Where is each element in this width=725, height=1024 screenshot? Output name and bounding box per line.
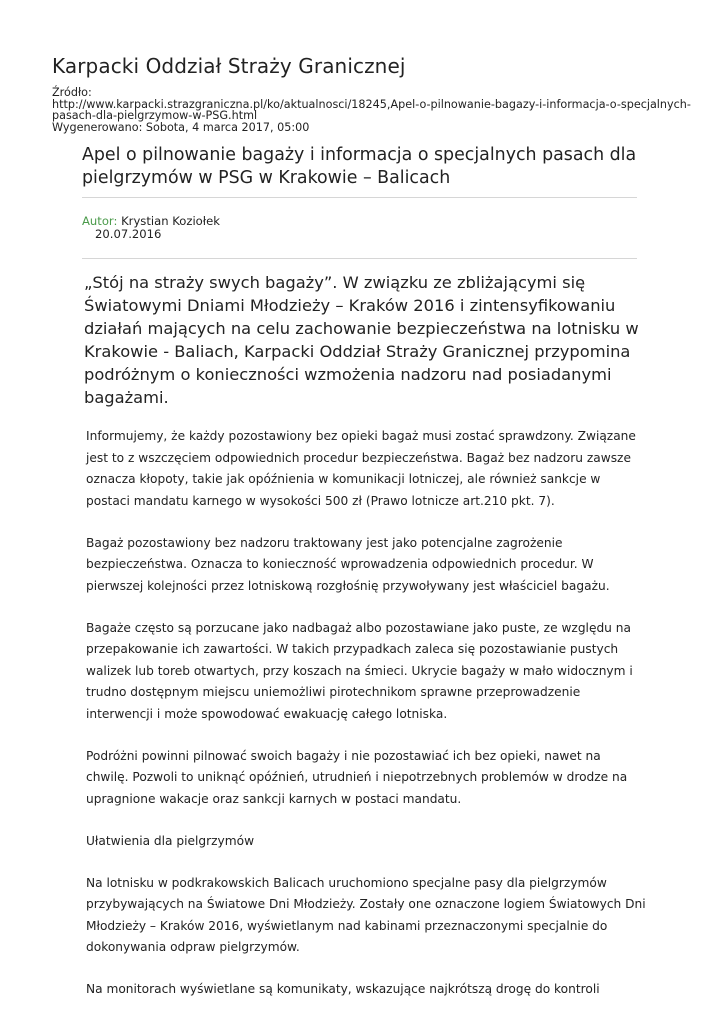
article-date: 20.07.2016 — [95, 227, 162, 241]
source-url-line-1[interactable]: http://www.karpacki.strazgraniczna.pl/ko/aktualnosci/18245,Apel-o-pilnowanie-bagazy-i-informacja-o-specjalnych- — [52, 97, 691, 111]
site-title: Karpacki Oddział Straży Granicznej — [52, 54, 406, 78]
author-name: Krystian Koziołek — [121, 214, 220, 228]
body-paragraph: Bagaż pozostawiony bez nadzoru traktowany jest jako potencjalne zagrożenie bezpieczeństwa. Oznacza to konieczność wprowadzenia odpowiednich procedur. W pierwszej kolejności przez lotniskową rozgłośnię przywoływany jest właściciel bagażu. — [86, 535, 610, 593]
body-paragraph: Bagaże często są porzucane jako nadbagaż albo pozostawiane jako puste, ze względu na przepakowanie ich zawartości. W takich przypadkach zaleca się pozostawianie pustych walizek lub toreb otwartych, przy koszach na śmieci. Ukrycie bagaży w mało widocznym i trudno dostępnym miejscu uniemożliwi pirotechnikom sprawne przeprowadzenie interwencji i może spowodować ewakuację całego lotniska. — [86, 620, 633, 721]
article-body — [86, 426, 646, 1021]
article-lead: „Stój na straży swych bagaży”. W związku ze zbliżającymi się Światowymi Dniami Młodzieży – Kraków 2016 i zintensyfikowaniu działań mających na celu zachowanie bezpieczeństwa na lotnisku w Krakowie - Baliach, Karpacki Oddział Straży Granicznej przypomina podróżnym o konieczności wzmożenia nadzoru nad posiadanymi bagażami. — [84, 273, 639, 407]
source-label: Źródło: — [52, 86, 92, 99]
byline-divider — [82, 258, 637, 259]
article-title: Apel o pilnowanie bagaży i informacja o specjalnych pasach dla pielgrzymów w PSG w Krakowie – Balicach — [82, 145, 637, 188]
body-paragraph: Podróżni powinni pilnować swoich bagaży i nie pozostawiać ich bez opieki, nawet na chwilę. Pozwoli to uniknąć opóźnień, utrudnień i niepotrzebnych problemów w drodze na upragnione wakacje oraz sankcji karnych w postaci mandatu. — [86, 748, 628, 806]
title-divider — [82, 197, 637, 198]
byline — [82, 215, 220, 241]
body-paragraph: Na monitorach wyświetlane są komunikaty, wskazujące najkrótszą drogę do kontroli — [86, 982, 600, 996]
source-url-line-2[interactable]: pasach-dla-pielgrzymow-w-PSG.html — [52, 109, 258, 123]
generated-date: Wygenerowano: Sobota, 4 marca 2017, 05:00 — [52, 120, 310, 134]
source-meta — [52, 87, 692, 133]
body-paragraph: Informujemy, że każdy pozostawiony bez opieki bagaż musi zostać sprawdzony. Związane jest to z wszczęciem odpowiednich procedur bezpieczeństwa. Bagaż bez nadzoru zawsze oznacza kłopoty, takie jak opóźnienia w komunikacji lotniczej, ale również sankcje w postaci mandatu karnego w wysokości 500 zł (Prawo lotnicze art.210 pkt. 7). — [86, 429, 636, 508]
body-paragraph: Na lotnisku w podkrakowskich Balicach uruchomiono specjalne pasy dla pielgrzymów przybywających na Światowe Dni Młodzieży. Zostały one oznaczone logiem Światowych Dni Młodzieży – Kraków 2016, wyświetlanym nad kabinami przeznaczonymi specjalnie do dokonywania odpraw pielgrzymów. — [86, 875, 646, 954]
author-label: Autor: — [82, 214, 118, 228]
section-subheading: Ułatwienia dla pielgrzymów — [86, 833, 255, 848]
